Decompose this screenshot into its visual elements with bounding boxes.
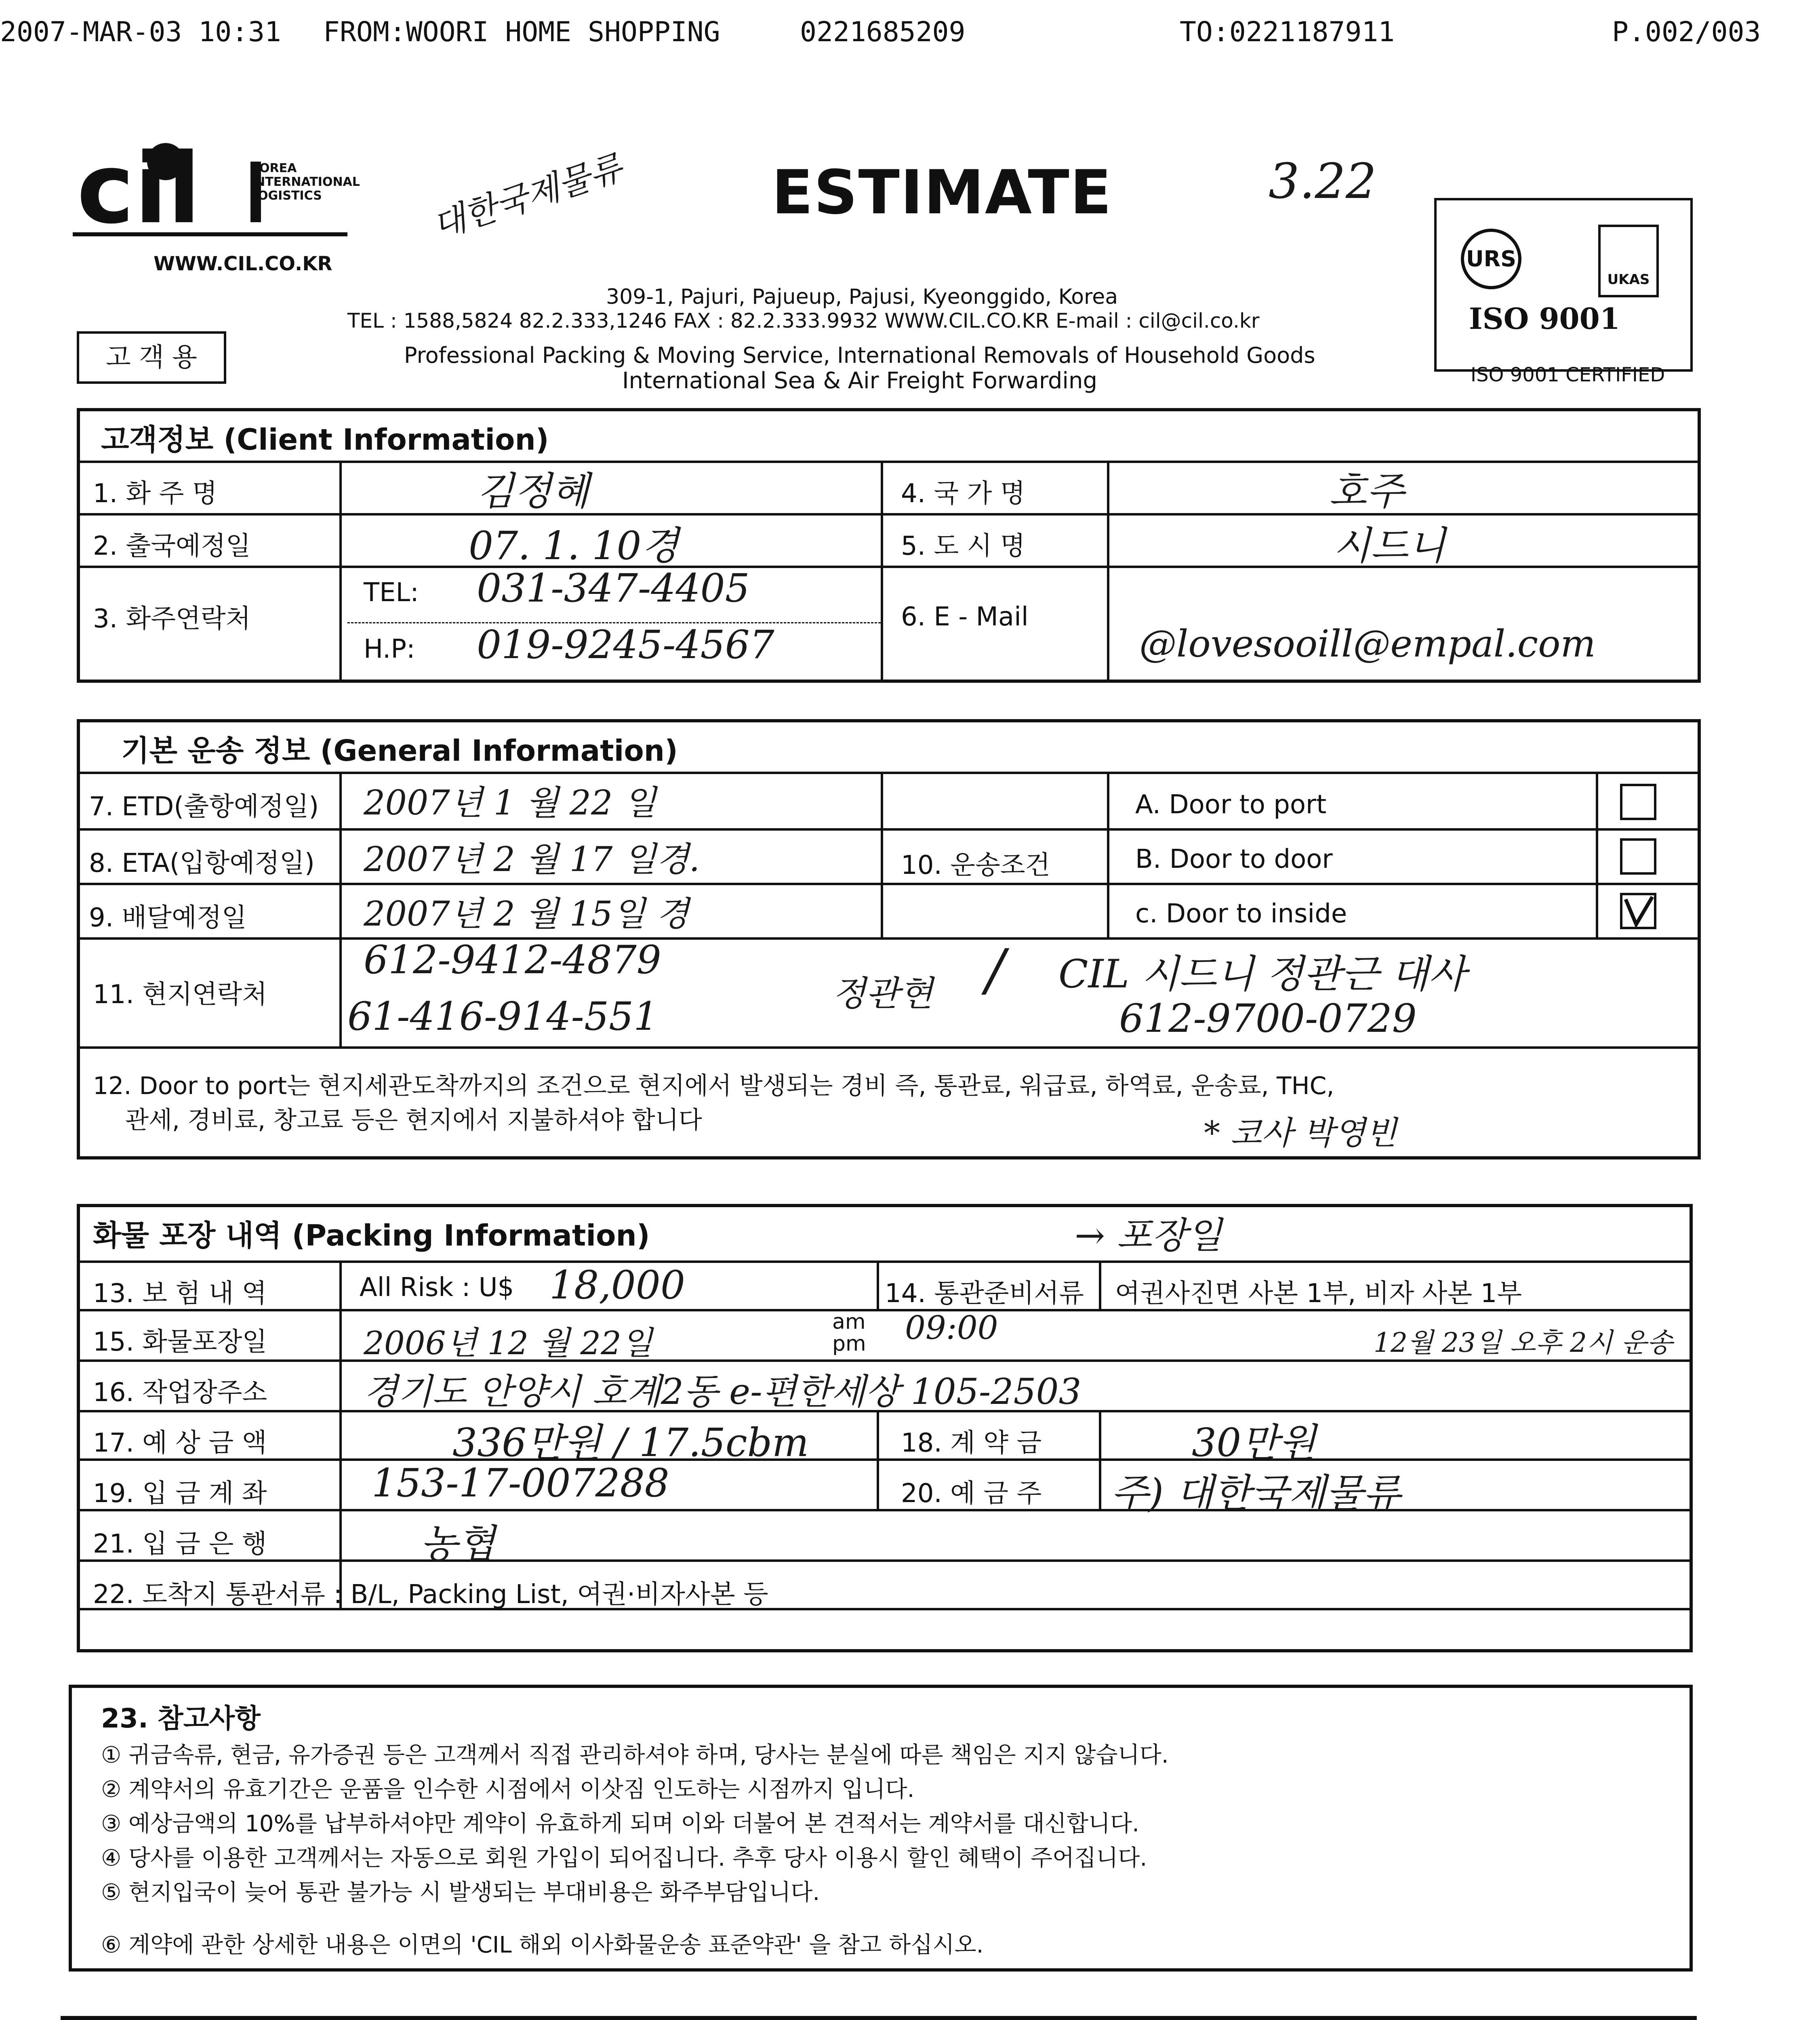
local-contact-right2: 612-9700-0729 — [1119, 996, 1417, 1041]
work-address-label: 16. 작업장주소 — [93, 1378, 267, 1408]
company-address: 309-1, Pajuri, Pajueup, Pajusi, Kyeonggido, Korea — [606, 285, 1118, 309]
customs-docs-label: 14. 통관준비서류 — [885, 1279, 1084, 1309]
note-item-2: ② 계약서의 유효기간은 운품을 인수한 시점에서 이삿짐 인도하는 시점까지 입니다. — [101, 1776, 915, 1803]
checkbox-door-to-inside[interactable] — [1620, 893, 1656, 929]
email-value: @lovesooill@empal.com — [1139, 622, 1596, 665]
document-title: ESTIMATE — [772, 158, 1113, 228]
account-holder-label: 20. 예 금 주 — [901, 1479, 1042, 1509]
packing-hand-note: → 포장일 — [1075, 1214, 1222, 1257]
note-12-line1: 12. Door to port는 현지세관도착까지의 조건으로 현지에서 발생되는 경비 즉, 통관료, 워급료, 하역료, 운송료, THC, — [93, 1072, 1334, 1100]
insurance-amount: 18,000 — [549, 1262, 685, 1308]
etd-label: 7. ETD(출항예정일) — [89, 792, 319, 822]
local-contact-line1: 612-9412-4879 — [364, 937, 661, 983]
option-door-to-door: B. Door to door — [1135, 844, 1333, 874]
client-section-title: 고객정보 (Client Information) — [101, 423, 549, 457]
client-name-value: 김정혜 — [477, 469, 589, 514]
fax-page: P.002/003 — [1612, 16, 1761, 48]
local-contact-right1: CIL 시드니 정관근 대사 — [1058, 951, 1466, 997]
hp-label: H.P: — [364, 634, 415, 664]
local-contact-label: 11. 현지연락처 — [93, 980, 267, 1010]
copy-label: 고 객 용 — [77, 331, 226, 384]
company-website: WWW.CIL.CO.KR — [154, 253, 332, 275]
fax-from: FROM:WOORI HOME SHOPPING — [323, 16, 720, 48]
etd-value: 2007년 1 월 22 일 — [364, 783, 656, 823]
estimated-amount-value: 336만원 / 17.5cbm — [452, 1420, 809, 1465]
deposit-value: 30만원 — [1192, 1420, 1316, 1465]
email-label: 6. E - Mail — [901, 602, 1029, 632]
hp-value: 019-9245-4567 — [477, 622, 774, 667]
city-label: 5. 도 시 명 — [901, 531, 1025, 561]
note-12-handwriting: * 코사 박영빈 — [1204, 1114, 1397, 1152]
iso-cert-box — [1434, 198, 1693, 372]
client-name-label: 1. 화 주 명 — [93, 479, 217, 509]
company-freight: International Sea & Air Freight Forwarding — [622, 368, 1098, 394]
bank-label: 21. 입 금 은 행 — [93, 1529, 267, 1559]
note-item-4: ④ 당사를 이용한 고객께서는 자동으로 회원 가입이 되어집니다. 추후 당사 이용시 할인 혜택이 주어집니다. — [101, 1845, 1147, 1871]
company-services: Professional Packing & Moving Service, International Removals of Household Goods — [404, 343, 1315, 368]
destination-docs: 22. 도착지 통관서류 : B/L, Packing List, 여권·비자사본 등 — [93, 1580, 768, 1610]
client-contact-label: 3. 화주연락처 — [93, 604, 251, 634]
iso-label: ISO 9001 — [1469, 301, 1620, 336]
note-item-6: ⑥ 계약에 관한 상세한 내용은 이면의 'CIL 해외 이사화물운송 표준약관' 을 참고 하십시오. — [101, 1932, 984, 1958]
checkbox-door-to-door[interactable] — [1620, 838, 1656, 875]
incl-excl-section — [61, 2016, 1697, 2020]
stamp-handwriting: 대한국제물류 — [427, 147, 627, 246]
tel-value: 031-347-4405 — [477, 566, 750, 611]
iso-certified: ISO 9001 CERTIFIED — [1471, 364, 1665, 386]
local-contact-name: 정관현 — [832, 974, 933, 1014]
logo-subtitle: COREA INTERNATIONAL LOGISTICS — [250, 161, 360, 203]
account-label: 19. 입 금 계 좌 — [93, 1479, 267, 1509]
insurance-value: All Risk : U$ — [360, 1273, 514, 1302]
country-value: 호주 — [1329, 469, 1404, 514]
departure-date-label: 2. 출국예정일 — [93, 531, 251, 561]
company-contact: TEL : 1588,5824 82.2.333,1246 FAX : 82.2.333.9932 WWW.CIL.CO.KR E-mail : cil@cil.co.kr — [347, 309, 1260, 332]
transport-terms-label: 10. 운송조건 — [901, 850, 1050, 880]
svg-text:cil: cil — [77, 137, 201, 245]
fax-to: TO:0221187911 — [1180, 16, 1395, 48]
eta-value: 2007년 2 월 17 일경. — [364, 840, 700, 879]
fax-datetime: 2007-MAR-03 10:31 — [0, 16, 281, 48]
packing-date-hand: 12월 23일 오후 2시 운송 — [1374, 1327, 1673, 1358]
eta-label: 8. ETA(입항예정일) — [89, 848, 315, 878]
packing-date-value: 2006년 12 월 22일 — [364, 1324, 653, 1362]
departure-date-value: 07. 1. 10경 — [469, 523, 679, 568]
country-label: 4. 국 가 명 — [901, 479, 1025, 509]
delivery-date-value: 2007년 2 월 15일 경 — [364, 894, 689, 934]
account-value: 153-17-007288 — [372, 1460, 669, 1506]
am-pm-label: am pm — [832, 1310, 866, 1356]
packing-date-label: 15. 화물포장일 — [93, 1327, 267, 1357]
option-door-to-port: A. Door to port — [1135, 790, 1327, 820]
insurance-label: 13. 보 험 내 역 — [93, 1279, 267, 1309]
notes-title: 23. 참고사항 — [101, 1703, 261, 1734]
note-item-5: ⑤ 현지입국이 늦어 통관 불가능 시 발생되는 부대비용은 화주부담입니다. — [101, 1879, 820, 1906]
note-12-line2: 관세, 경비료, 창고료 등은 현지에서 지불하셔야 합니다 — [125, 1106, 702, 1134]
general-section-title: 기본 운송 정보 (General Information) — [121, 734, 678, 768]
checkbox-door-to-port[interactable] — [1620, 784, 1656, 820]
checkmark-icon — [1622, 895, 1655, 928]
slash-mark: / — [986, 937, 1005, 1003]
estimated-amount-label: 17. 예 상 금 액 — [93, 1428, 267, 1458]
work-address-value: 경기도 안양시 호계2동 e-편한세상 105-2503 — [364, 1371, 1081, 1412]
ukas-badge: UKAS — [1598, 225, 1659, 297]
account-holder-value: 주) 대한국제물류 — [1111, 1471, 1401, 1516]
top-handwriting: 3.22 — [1269, 154, 1377, 210]
note-item-3: ③ 예상금액의 10%를 납부하셔야만 계약이 유효하게 되며 이와 더불어 본 견적서는 계약서를 대신합니다. — [101, 1811, 1139, 1837]
fax-from-number: 0221685209 — [800, 16, 966, 48]
packing-time: 09:00 — [905, 1309, 998, 1347]
delivery-date-label: 9. 배달예정일 — [89, 903, 247, 933]
city-value: 시드니 — [1333, 523, 1446, 568]
packing-section-title: 화물 포장 내역 (Packing Information) — [93, 1218, 650, 1252]
option-door-to-inside: c. Door to inside — [1135, 899, 1347, 929]
tel-label: TEL: — [364, 578, 419, 608]
urs-badge: URS — [1461, 229, 1521, 289]
note-item-1: ① 귀금속류, 현금, 유가증권 등은 고객께서 직접 관리하셔야 하며, 당사는 분실에 따른 책임은 지지 않습니다. — [101, 1742, 1169, 1768]
bank-value: 농협 — [420, 1521, 495, 1566]
deposit-label: 18. 계 약 금 — [901, 1428, 1042, 1458]
customs-docs-value: 여권사진면 사본 1부, 비자 사본 1부 — [1115, 1279, 1522, 1309]
local-contact-line2: 61-416-914-551 — [347, 994, 659, 1039]
